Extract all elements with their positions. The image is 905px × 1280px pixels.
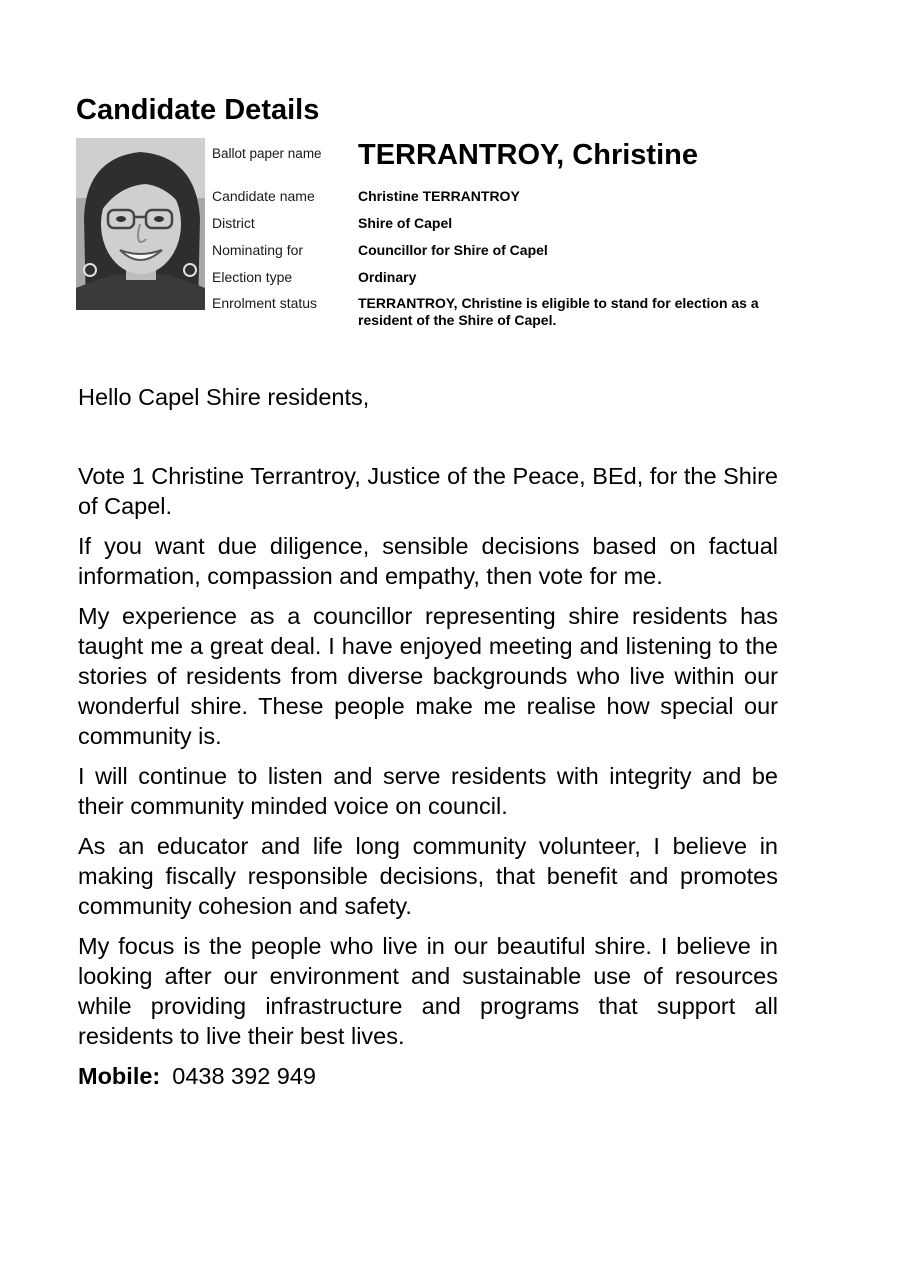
enrolment-status: TERRANTROY, Christine is eligible to stand for election as a resident of the Shire of Capel. (358, 295, 759, 328)
candidate-photo (76, 138, 205, 310)
nominating-for: Councillor for Shire of Capel (358, 242, 548, 258)
statement-paragraph: As an educator and life long community volunteer, I believe in making fiscally responsible decisions, that benefit and promotes community cohesion and safety. (78, 833, 778, 919)
election-type: Ordinary (358, 269, 417, 285)
detail-row-election-type (212, 264, 812, 291)
candidate-portrait-icon (76, 138, 205, 310)
detail-label: Ballot paper name (212, 146, 322, 161)
statement-paragraph: Hello Capel Shire residents, (78, 384, 370, 410)
statement-paragraph: Vote 1 Christine Terrantroy, Justice of the Peace, BEd, for the Shire of Capel. (78, 463, 778, 519)
detail-label: Election type (212, 269, 293, 285)
candidate-details-table (212, 138, 812, 329)
detail-label: Nominating for (212, 242, 304, 258)
detail-row-ballot-name (212, 138, 812, 183)
detail-label: District (212, 215, 255, 231)
contact-line (78, 1061, 778, 1091)
candidate-statement (78, 382, 778, 1091)
detail-row-candidate-name (212, 183, 812, 210)
detail-label: Enrolment status (212, 295, 318, 311)
mobile-number: 0438 392 949 (172, 1063, 317, 1089)
district: Shire of Capel (358, 215, 453, 231)
page-title: Candidate Details (76, 94, 320, 126)
ballot-paper-name: TERRANTROY, Christine (358, 139, 698, 171)
contact-label: Mobile: (78, 1063, 161, 1089)
detail-row-enrolment-status (212, 291, 812, 329)
statement-paragraph: If you want due diligence, sensible decisions based on factual information, compassion and empathy, then vote for me. (78, 533, 778, 589)
candidate-name: Christine TERRANTROY (358, 188, 520, 204)
statement-paragraph: My experience as a councillor representing shire residents has taught me a great deal. I have enjoyed meeting and listening to the stories of residents from diverse backgrounds who live within our wonderful shire. These people make me realise how special our community is. (78, 603, 778, 749)
statement-paragraph: My focus is the people who live in our beautiful shire. I believe in looking after our environment and sustainable use of resources while providing infrastructure and programs that support all residents to live their best lives. (78, 933, 778, 1049)
detail-row-nominating-for (212, 237, 812, 264)
detail-label: Candidate name (212, 188, 315, 204)
detail-row-district (212, 210, 812, 237)
statement-paragraph: I will continue to listen and serve residents with integrity and be their community minded voice on council. (78, 763, 778, 819)
